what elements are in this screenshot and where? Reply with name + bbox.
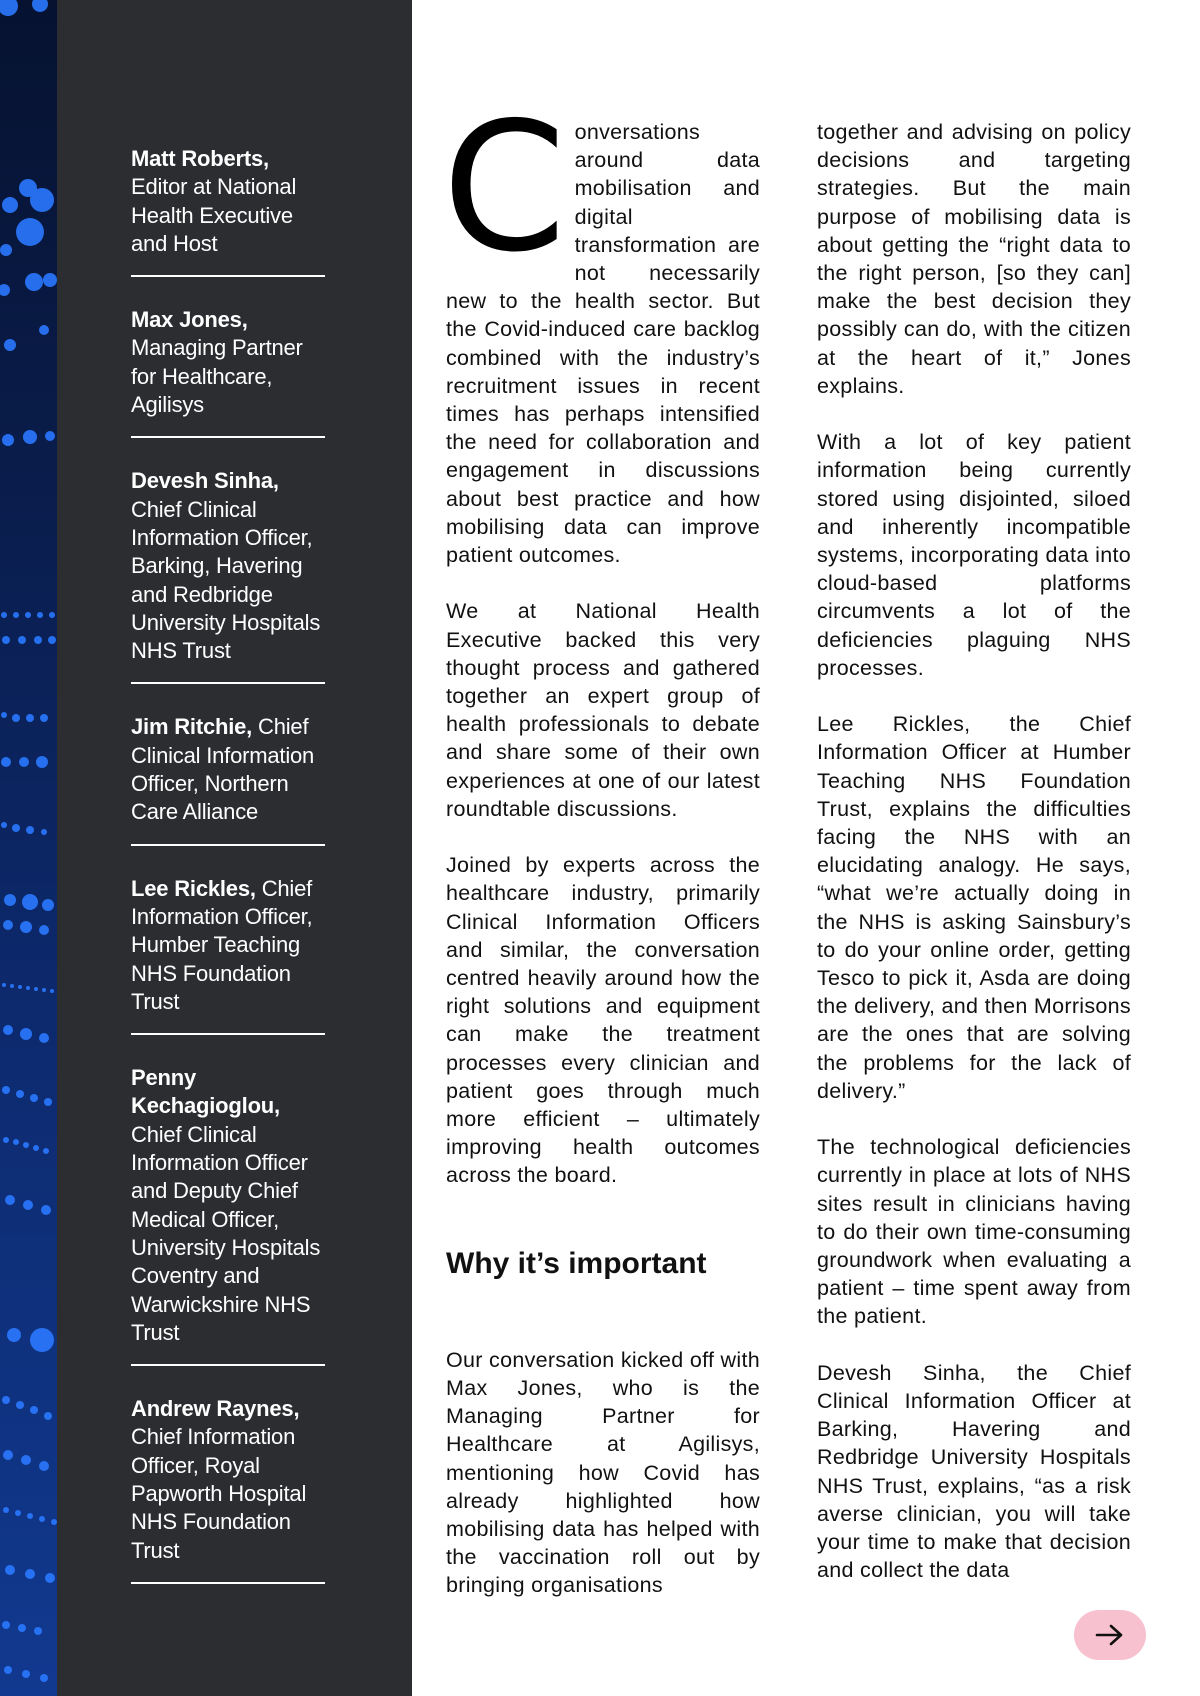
article-paragraph: Joined by experts across the healthcare industry, primarily Clinical Information Officers and similar, the conversation centred heavily around how the right solutions and equipment can make the treatment processes every clinician and patient goes through much more efficient – ultimately improving health outcomes across the board. — [446, 853, 760, 1188]
article-column-right — [817, 118, 1131, 1613]
panelist-role: Chief Information Officer, Humber Teaching NHS Foundation Trust — [131, 875, 313, 1014]
panelists-sidebar — [57, 0, 412, 1696]
panelist-list — [131, 145, 325, 1613]
panelist-role: Chief Clinical Information Officer, Northern Care Alliance — [131, 714, 315, 825]
article-column-left — [442, 84, 760, 1628]
arrow-right-icon — [1095, 1623, 1125, 1647]
dot-pattern-graphic — [0, 0, 57, 1696]
panelist-role: Editor at National Health Executive and Host — [131, 174, 297, 256]
article-paragraph: Devesh Sinha, the Chief Clinical Information Officer at Barking, Havering and Redbridge University Hospitals NHS Trust, explains, “as a risk averse clinician, you will take your time to make that decision and collect the data — [817, 1360, 1131, 1583]
next-page-button[interactable] — [1074, 1610, 1146, 1660]
article-paragraph: Lee Rickles, the Chief Information Officer at Humber Teaching NHS Foundation Trust, explains the difficulties facing the NHS with an elucidating analogy. He says, “what we’re actually doing in the NHS is asking Sainsbury’s to do your online order, getting Tesco to pick it, Asda are doing the delivery, and then Morrisons are the ones that are solving the problems for the lack of delivery.” — [817, 712, 1131, 1103]
panelist-name: Matt Roberts, — [131, 146, 269, 171]
panelist-item — [131, 1395, 325, 1584]
panelist-role: Chief Information Officer, Royal Papworth Hospital NHS Foundation Trust — [131, 1424, 307, 1563]
panelist-name: Max Jones, — [131, 307, 248, 333]
panelist-item — [131, 875, 325, 1035]
panelist-name: Andrew Raynes, — [131, 1396, 300, 1422]
panelist-role: Chief Clinical Information Officer, Barking, Havering and Redbridge University Hospitals NHS Trust — [131, 496, 321, 664]
article-paragraph: Our conversation kicked off with Max Jones, who is the Managing Partner for Healthcare at Agilisys, mentioning how Covid has already highlighted how mobilising data has helped with the vaccination roll out by bringing organisations — [446, 1347, 760, 1598]
panelist-name: Lee Rickles, — [131, 875, 256, 901]
article-paragraph: We at National Health Executive backed this very thought process and gathered together an expert group of health professionals to debate and share some of their own experiences at one of our latest roundtable discussions. — [446, 599, 760, 821]
decorative-dot-strip — [0, 0, 57, 1696]
intro-text: onversations around data mobilisation and digital transformation are not necessarily new to the health sector. But the Covid-induced care backlog combined with the industry’s recruitment issues in recent times has perhaps intensified the need for collaboration and engagement in discussions about best practice and how mobilising data can improve patient outcomes. — [446, 120, 760, 568]
intro-paragraph — [442, 84, 760, 569]
article-paragraph: With a lot of key patient information being currently stored using disjointed, siloed and inherently incompatible systems, incorporating data into cloud-based platforms circumvents a lot of the deficiencies plaguing NHS processes. — [817, 430, 1131, 680]
section-heading: Why it’s important — [446, 1246, 707, 1280]
panelist-role: Managing Partner for Healthcare, Agilisys — [131, 335, 303, 418]
panelist-item — [131, 713, 325, 845]
article-paragraph: The technological deficiencies currently in place at lots of NHS sites result in clinicians having to do their own time-consuming groundwork when evaluating a patient – time spent away from the patient. — [817, 1135, 1131, 1329]
article-paragraph: together and advising on policy decisions and targeting strategies. But the main purpose of mobilising data is about getting the “right data to the right person, [so they can] make the best decision they possibly can do, with the citizen at the heart of it,” Jones explains. — [817, 120, 1131, 398]
panelist-role: Chief Clinical Information Officer and Deputy Chief Medical Officer, University Hospitals Coventry and Warwickshire NHS Trust — [131, 1121, 321, 1345]
panelist-name: Devesh Sinha, — [131, 468, 279, 494]
panelist-item — [131, 145, 325, 277]
panelist-name: Penny Kechagioglou, — [131, 1065, 280, 1119]
panelist-item — [131, 306, 325, 438]
drop-cap: C — [442, 84, 567, 291]
panelist-name: Jim Ritchie, — [131, 714, 253, 740]
panelist-item — [131, 1064, 325, 1366]
panelist-item — [131, 467, 325, 684]
